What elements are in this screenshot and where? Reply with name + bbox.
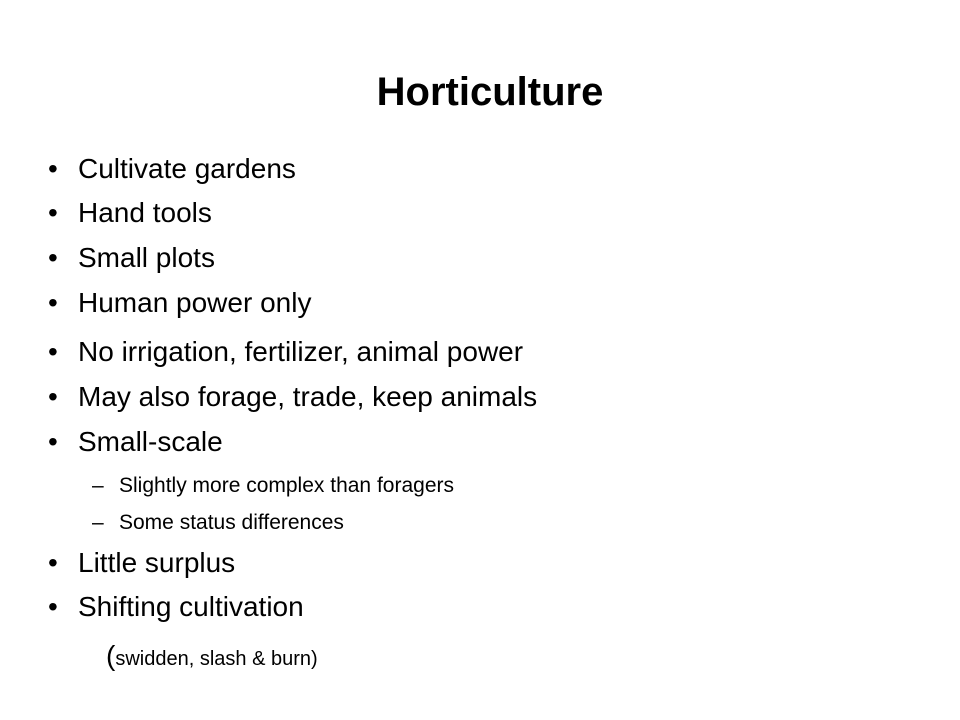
bullet-text: Hand tools [78,197,212,228]
bullet-item [48,425,223,459]
bullet-item [48,286,311,320]
bullet-item [48,335,523,369]
sub-bullet-text: Slightly more complex than foragers [119,474,454,497]
sub-bullet-item [92,473,454,499]
bullet-item [48,241,215,275]
open-paren: ( [106,640,116,671]
bullet-marker: • [48,426,58,457]
bullet-text: Little surplus [78,547,236,578]
continuation-text: swidden, slash & burn) [115,648,318,670]
bullet-marker: • [48,242,58,273]
slide-title: Horticulture [376,70,604,114]
bullet-text: Human power only [78,287,312,318]
bullet-item [48,152,296,186]
bullet-continuation [106,638,318,677]
sub-bullet-marker: – [92,511,104,534]
bullet-marker: • [48,591,58,622]
bullet-item [48,546,235,580]
bullet-text: Shifting cultivation [78,591,304,622]
bullet-text: No irrigation, fertilizer, animal power [78,336,524,367]
bullet-marker: • [48,197,58,228]
bullet-item [48,196,212,230]
sub-bullet-text: Some status differences [119,511,344,534]
sub-bullet-marker: – [92,474,104,497]
bullet-marker: • [48,287,58,318]
bullet-text: Cultivate gardens [78,153,296,184]
sub-bullet-item [92,510,344,536]
bullet-item [48,590,304,624]
bullet-marker: • [48,381,58,412]
bullet-marker: • [48,547,58,578]
bullet-text: May also forage, trade, keep animals [78,381,538,412]
bullet-item [48,380,537,414]
bullet-text: Small plots [78,242,215,273]
bullet-marker: • [48,336,58,367]
bullet-marker: • [48,153,58,184]
bullet-text: Small-scale [78,426,223,457]
